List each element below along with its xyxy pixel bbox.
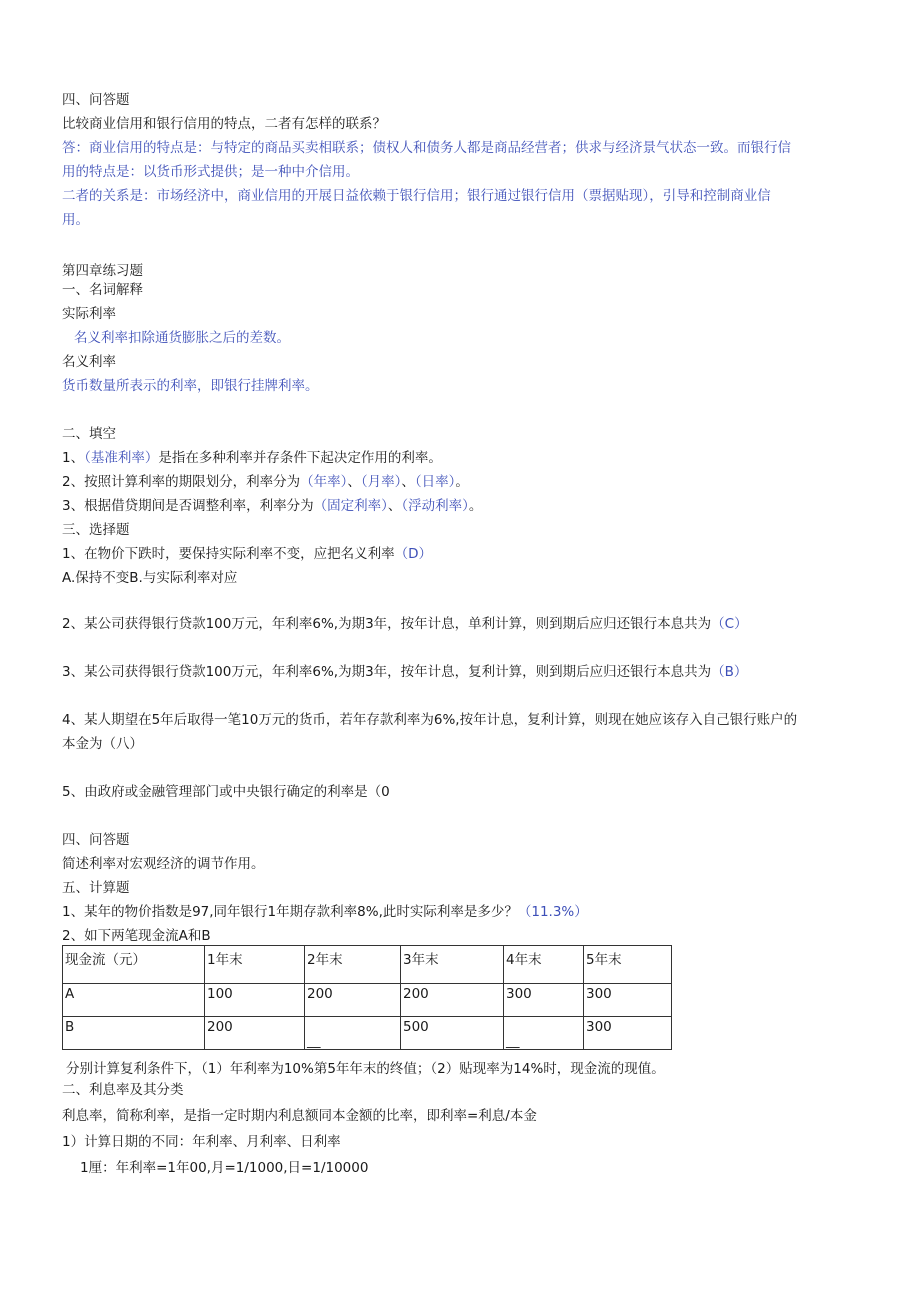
choice-answer: （B） (711, 664, 748, 680)
fill-item (62, 496, 482, 516)
answer-text: 答：商业信用的特点是：与特定的商品买卖相联系；债权人和债务人都是商品经营者；供求与经济景气状态一致。而银行信 (62, 140, 791, 156)
choice-item (62, 614, 748, 634)
section-title: 二、利息率及其分类 (62, 1082, 184, 1098)
choice-question: 4、某人期望在5年后取得一笔10万元的货币，若年存款利率为6%,按年计息，复利计算，则现在她应该存入自己银行账户的 (62, 712, 798, 728)
section-title: 一、名词解释 (62, 282, 143, 298)
table-cell: 300 (504, 984, 584, 1017)
fill-text: 。 (455, 474, 469, 490)
section-title: 四、问答题 (62, 832, 130, 848)
table-row (63, 984, 672, 1017)
section-title: 五、计算题 (62, 880, 130, 896)
table-cell: 300 (584, 984, 672, 1017)
fill-text: 是指在多种利率并存条件下起决定作用的利率。 (158, 450, 442, 466)
section-title: 三、选择题 (62, 522, 130, 538)
choice-question: 2、某公司获得银行贷款100万元，年利率6%,为期3年，按年计息，单利计算，则到期后应归还银行本息共为 (62, 616, 712, 632)
table-row (63, 1017, 672, 1050)
definition-text: 利息率，简称利率，是指一定时期内利息额同本金额的比率，即利率=利息/本金 (62, 1108, 537, 1124)
table-cell: 2年末 (305, 946, 401, 984)
calc-requirement: 分别计算复利条件下，（1）年利率为10%第5年年末的终值；（2）贴现率为14%时，现金流的现值。 (66, 1061, 665, 1077)
calc-question: 1、某年的物价指数是97,同年银行1年期存款利率8%,此时实际利率是多少？ (62, 904, 518, 920)
table-cell: A (63, 984, 205, 1017)
choice-question: 本金为（八） (62, 736, 143, 752)
term-definition: 名义利率扣除通货膨胀之后的差数。 (74, 330, 290, 346)
fill-text: 。 (468, 498, 483, 514)
fill-text: 3、根据借贷期间是否调整利率，利率分为 (62, 498, 314, 514)
answer-text: 二者的关系是：市场经济中，商业信用的开展日益依赖于银行信用；银行通过银行信用（票据贴现），引导和控制商业信 (62, 188, 771, 204)
choice-item (62, 544, 432, 564)
fill-item (62, 472, 469, 492)
fill-text: 、 (401, 474, 415, 490)
table-cell: __ (305, 1017, 401, 1050)
fill-text: 2、按照计算利率的期限划分，利率分为 (62, 474, 301, 490)
fill-text: 、 (347, 474, 361, 490)
calc-question: 2、如下两笔现金流A和B (62, 928, 211, 944)
answer-text: 用的特点是：以货币形式提供；是一种中介信用。 (62, 164, 359, 180)
classification-text: 1）计算日期的不同：年利率、月利率、日利率 (62, 1134, 341, 1150)
term-label: 名义利率 (62, 354, 116, 370)
term-definition: 货币数量所表示的利率，即银行挂牌利率。 (62, 378, 319, 394)
fill-text: 1、 (62, 450, 85, 466)
table-cell: 200 (205, 1017, 305, 1050)
table-cell: B (63, 1017, 205, 1050)
table-header-row (63, 946, 672, 984)
answer-text: 用。 (62, 212, 89, 228)
choice-options: A.保持不变B.与实际利率对应 (62, 570, 238, 586)
section-title: 二、填空 (62, 426, 116, 442)
fill-answer: （固定利率） (313, 498, 388, 514)
example-text: 1厘：年利率=1年00,月=1/1000,日=1/10000 (80, 1160, 369, 1176)
table-cell: 100 (205, 984, 305, 1017)
table-cell: 500 (401, 1017, 504, 1050)
question-text: 比较商业信用和银行信用的特点，二者有怎样的联系？ (62, 116, 386, 132)
table-cell: 300 (584, 1017, 672, 1050)
table-cell: 200 (401, 984, 504, 1017)
chapter-title: 第四章练习题 (62, 263, 143, 279)
calc-item (62, 902, 588, 922)
table-cell: 现金流（元） (63, 946, 205, 984)
choice-question: 5、由政府或金融管理部门或中央银行确定的利率是（0 (62, 784, 390, 800)
cashflow-table (62, 945, 672, 1050)
choice-answer: （C） (711, 616, 748, 632)
fill-answer: （年率） (300, 474, 348, 490)
table-cell: 3年末 (401, 946, 504, 984)
section-title: 四、问答题 (62, 92, 130, 108)
table-cell: 4年末 (504, 946, 584, 984)
fill-text: 、 (387, 498, 402, 514)
table-cell: 1年末 (205, 946, 305, 984)
fill-answer: （基准利率） (84, 450, 159, 466)
fill-answer: （浮动利率） (401, 498, 469, 514)
table-cell: 5年末 (584, 946, 672, 984)
calc-answer: （11.3%） (517, 904, 588, 920)
table-cell: __ (504, 1017, 584, 1050)
fill-answer: （日率） (414, 474, 456, 490)
question-text: 简述利率对宏观经济的调节作用。 (62, 856, 265, 872)
fill-answer: （月率） (360, 474, 402, 490)
choice-answer: （D） (394, 546, 432, 562)
table-cell: 200 (305, 984, 401, 1017)
fill-item (62, 448, 442, 468)
choice-question: 3、某公司获得银行贷款100万元，年利率6%,为期3年，按年计息，复利计算，则到期后应归还银行本息共为 (62, 664, 712, 680)
choice-question: 1、在物价下跌时，要保持实际利率不变，应把名义利率 (62, 546, 395, 562)
term-label: 实际利率 (62, 306, 116, 322)
choice-item (62, 662, 747, 682)
